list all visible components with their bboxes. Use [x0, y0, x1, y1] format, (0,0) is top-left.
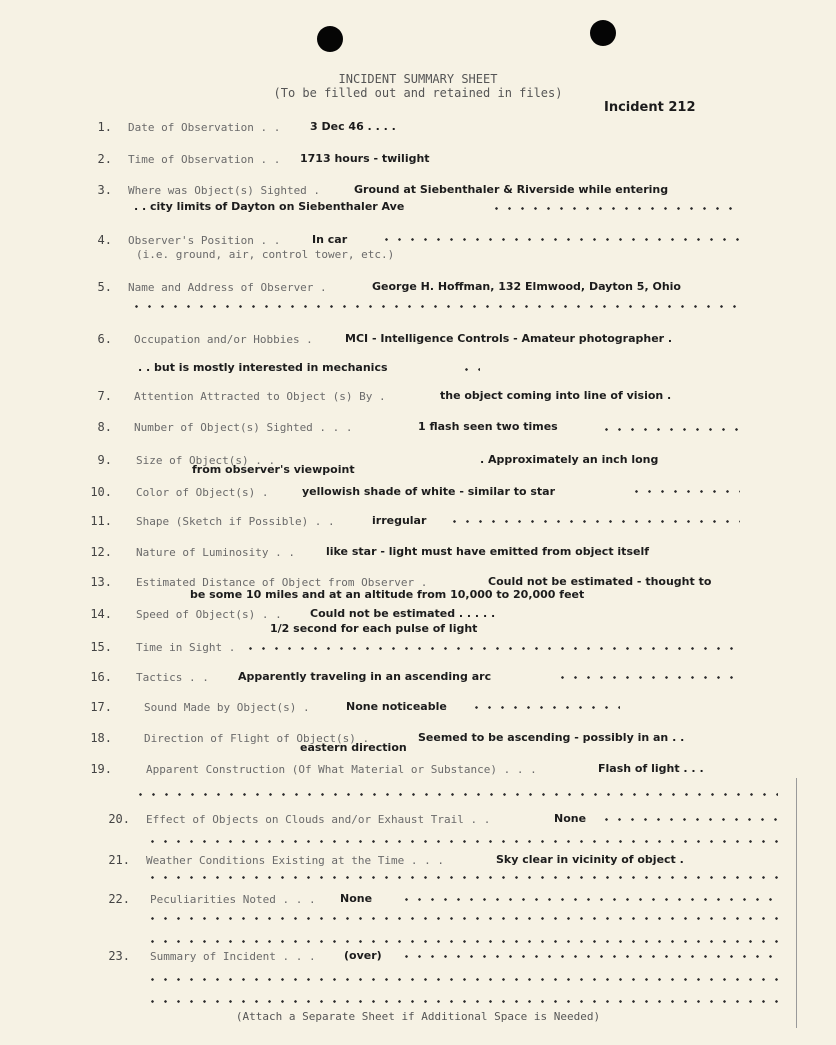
field-value: Flash of light . . . — [598, 762, 704, 775]
footer-note: (Attach a Separate Sheet if Additional Space is Needed) — [235, 1010, 601, 1023]
field-label: Shape (Sketch if Possible) . . — [136, 515, 335, 528]
field-label: Effect of Objects on Clouds and/or Exhaust Trail . . — [146, 813, 491, 826]
field-value: George H. Hoffman, 132 Elmwood, Dayton 5, Ohio — [372, 280, 681, 293]
field-number: 5. — [97, 280, 112, 294]
dotted-line — [630, 490, 740, 493]
dotted-line — [400, 898, 780, 901]
dotted-line — [470, 706, 620, 709]
dotted-line — [146, 917, 780, 920]
dotted-line — [556, 676, 740, 679]
field-value: Sky clear in vicinity of object . — [496, 853, 684, 866]
dotted-line — [146, 876, 780, 879]
field-row-8 — [0, 418, 836, 436]
field-label: Date of Observation . . — [128, 121, 281, 134]
field-value: None — [554, 812, 587, 825]
dotted-line — [460, 368, 480, 371]
field-number: 7. — [97, 389, 112, 403]
field-label: Color of Object(s) . — [136, 486, 269, 499]
field-continuation: . . city limits of Dayton on Siebenthaler Ave — [134, 200, 405, 213]
field-number: 3. — [97, 183, 112, 197]
dotted-line — [380, 238, 740, 241]
field-label: Summary of Incident . . . — [150, 950, 316, 963]
field-label: Nature of Luminosity . . — [136, 546, 295, 559]
punch-hole-right — [590, 20, 616, 46]
field-label: Apparent Construction (Of What Material or Substance) . . . — [146, 763, 537, 776]
field-label: Time of Observation . . — [128, 153, 281, 166]
field-row-3 — [0, 181, 836, 199]
field-label: Weather Conditions Existing at the Time . . . — [146, 854, 445, 867]
field-label: Occupation and/or Hobbies . — [134, 333, 313, 346]
field-label: Peculiarities Noted . . . — [150, 893, 316, 906]
field-row-21 — [0, 851, 836, 869]
field-value: Ground at Siebenthaler & Riverside while entering — [354, 183, 669, 196]
field-value: In car — [312, 233, 348, 246]
field-value: MCI - Intelligence Controls - Amateur photographer . — [345, 332, 673, 345]
field-label: Size of Object(s) . . — [136, 454, 276, 467]
field-number: 12. — [90, 545, 112, 559]
field-row-7 — [0, 387, 836, 405]
field-number: 13. — [90, 575, 112, 589]
field-value: None — [340, 892, 373, 905]
field-label: Estimated Distance of Object from Observer . — [136, 576, 428, 589]
field-value: Could not be estimated - thought to — [488, 575, 712, 588]
punch-hole-left — [317, 26, 343, 52]
field-row-18 — [0, 729, 836, 747]
field-number: 11. — [90, 514, 112, 528]
field-number: 18. — [90, 731, 112, 745]
field-hint: (i.e. ground, air, control tower, etc.) — [136, 248, 395, 261]
field-value: like star - light must have emitted from object itself — [326, 545, 650, 558]
field-number: 6. — [97, 332, 112, 346]
dotted-line — [146, 1000, 780, 1003]
field-label: Attention Attracted to Object (s) By . — [134, 390, 386, 403]
field-label: Observer's Position . . — [128, 234, 281, 247]
field-value: yellowish shade of white - similar to star — [302, 485, 556, 498]
field-value: 3 Dec 46 . . . . — [310, 120, 396, 133]
field-number: 17. — [90, 700, 112, 714]
field-row-6 — [0, 330, 836, 348]
field-number: 19. — [90, 762, 112, 776]
field-value: None noticeable — [346, 700, 447, 713]
field-label: Tactics . . — [136, 671, 209, 684]
field-number: 2. — [97, 152, 112, 166]
field-continuation: be some 10 miles and at an altitude from 10,000 to 20,000 feet — [190, 588, 585, 601]
field-number: 15. — [90, 640, 112, 654]
field-number: 23. — [108, 949, 130, 963]
field-number: 21. — [108, 853, 130, 867]
field-label: Where was Object(s) Sighted . — [128, 184, 321, 197]
field-row-1 — [0, 118, 836, 136]
dotted-line — [146, 940, 780, 943]
dotted-line — [146, 840, 780, 843]
field-row-9 — [0, 451, 836, 469]
field-number: 9. — [97, 453, 112, 467]
field-row-17 — [0, 698, 836, 716]
field-value: . Approximately an inch long — [480, 453, 659, 466]
sheet-subtitle: (To be filled out and retained in files) — [273, 86, 563, 100]
dotted-line — [600, 818, 780, 821]
incident-number: Incident 212 — [604, 100, 696, 115]
field-number: 1. — [97, 120, 112, 134]
field-continuation: . . but is mostly interested in mechanics — [138, 361, 388, 374]
field-label: Direction of Flight of Object(s) . — [144, 732, 370, 745]
field-number: 14. — [90, 607, 112, 621]
field-row-19 — [0, 760, 836, 778]
field-value: the object coming into line of vision . — [440, 389, 672, 402]
field-value: Could not be estimated . . . . . — [310, 607, 496, 620]
field-row-12 — [0, 543, 836, 561]
dotted-line — [600, 428, 740, 431]
field-label: Sound Made by Object(s) . — [144, 701, 310, 714]
field-value: 1713 hours - twilight — [300, 152, 430, 165]
field-number: 4. — [97, 233, 112, 247]
dotted-line — [146, 978, 780, 981]
field-value-15: 1/2 second for each pulse of light — [270, 622, 478, 635]
dotted-line — [400, 955, 780, 958]
field-value: Seemed to be ascending - possibly in an . . — [418, 731, 685, 744]
field-number: 8. — [97, 420, 112, 434]
margin-rule — [796, 778, 797, 1028]
dotted-line — [134, 793, 778, 796]
field-number: 10. — [90, 485, 112, 499]
sheet-title: INCIDENT SUMMARY SHEET — [338, 72, 498, 86]
field-value: Apparently traveling in an ascending arc — [238, 670, 492, 683]
field-value: 1 flash seen two times — [418, 420, 558, 433]
field-row-2 — [0, 150, 836, 168]
field-continuation: eastern direction — [300, 741, 407, 754]
field-label: Number of Object(s) Sighted . . . — [134, 421, 353, 434]
dotted-line — [448, 520, 740, 523]
field-row-5 — [0, 278, 836, 296]
dotted-line — [490, 207, 740, 210]
field-number: 22. — [108, 892, 130, 906]
field-row-14 — [0, 605, 836, 623]
field-label: Name and Address of Observer . — [128, 281, 327, 294]
field-value: (over) — [344, 949, 382, 962]
field-label: Speed of Object(s) . . — [136, 608, 282, 621]
field-continuation: from observer's viewpoint — [192, 463, 355, 476]
field-value: irregular — [372, 514, 427, 527]
field-number: 20. — [108, 812, 130, 826]
field-number: 16. — [90, 670, 112, 684]
dotted-line — [130, 305, 742, 308]
dotted-line — [244, 647, 740, 650]
field-label: Time in Sight . — [136, 641, 236, 654]
